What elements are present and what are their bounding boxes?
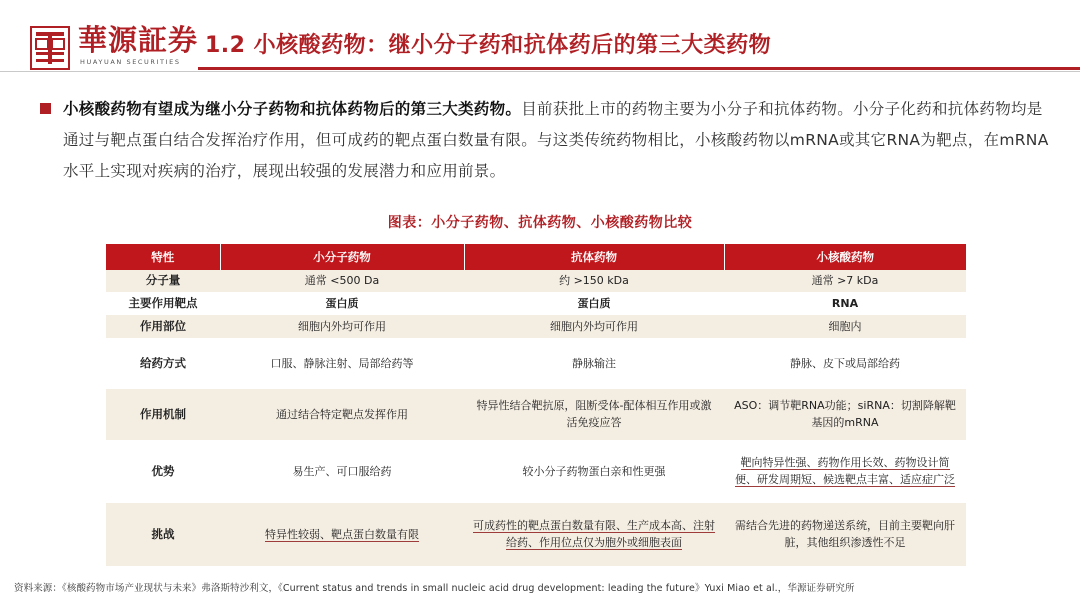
challenge-text: 特异性较弱、靶点蛋白数量有限: [265, 527, 419, 541]
table-cell: 通过结合特定靶点发挥作用: [220, 388, 464, 440]
table-cell: 细胞内外均可作用: [464, 314, 724, 338]
row-label: 主要作用靶点: [106, 292, 220, 314]
row-label: 挑战: [106, 502, 220, 566]
table-cell: [220, 502, 464, 566]
table-row: [106, 292, 966, 314]
table-cell: 口服、静脉注射、局部给药等: [220, 338, 464, 388]
comparison-table: [106, 244, 966, 567]
intro-bold-lead: 小核酸药物有望成为继小分子药物和抗体药物后的第三大类药物。: [63, 100, 522, 118]
table-cell: 细胞内: [724, 314, 966, 338]
table-cell: 通常 <500 Da: [220, 270, 464, 292]
header-small-nucleic-acid: 小核酸药物: [724, 244, 966, 270]
table-cell: 通常 >7 kDa: [724, 270, 966, 292]
bullet-square-icon: [40, 103, 51, 114]
header: [0, 0, 1080, 76]
header-feature: 特性: [106, 244, 220, 270]
table-cell: 特异性结合靶抗原，阻断受体-配体相互作用或激活免疫应答: [464, 388, 724, 440]
table-row: [106, 338, 966, 388]
table-row: [106, 440, 966, 502]
logo-name: 華源証券: [78, 23, 199, 57]
page-title: 1.2 小核酸药物：继小分子药和抗体药后的第三大类药物: [205, 33, 772, 58]
huayuan-logo-icon: [30, 26, 70, 70]
table-title: 图表：小分子药物、抗体药物、小核酸药物比较: [387, 215, 693, 231]
advantage-text: 靶向特异性强、药物作用长效、药物设计简便、研发周期短、候选靶点丰富、适应症广泛: [735, 456, 955, 486]
table-cell: 蛋白质: [464, 292, 724, 314]
table-row: [106, 502, 966, 566]
challenge-text: 可成药性的靶点蛋白数量有限、生产成本高、注射给药、作用位点仅为胞外或细胞表面: [473, 519, 715, 549]
table-cell: [724, 440, 966, 502]
table-cell: 静脉输注: [464, 338, 724, 388]
source-footnote: 资料来源：《核酸药物市场产业现状与未来》弗洛斯特沙利文，《Current status and trends in small nucleic acid drug development: leading the future》Yuxi Miao et al.，华源证券研究所: [14, 583, 855, 594]
table-header-row: [106, 244, 966, 270]
table-cell: RNA: [724, 292, 966, 314]
table-cell: 静脉、皮下或局部给药: [724, 338, 966, 388]
table-cell: 约 >150 kDa: [464, 270, 724, 292]
table-cell: ASO：调节靶RNA功能；siRNA：切割降解靶基因的mRNA: [724, 388, 966, 440]
intro-body: 目前获批上市的药物主要为小分子和抗体药物。小分子化药和抗体药物均是通过与靶点蛋白结合发挥治疗作用，但可成药的靶点蛋白数量有限。与这类传统药物相比，小核酸药物以mRNA或其它RNA为靶点，在mRNA水平上实现对疾病的治疗，展现出较强的发展潜力和应用前景。: [63, 100, 1049, 180]
row-label: 优势: [106, 440, 220, 502]
table-cell: [464, 502, 724, 566]
row-label: 作用部位: [106, 314, 220, 338]
header-antibody: 抗体药物: [464, 244, 724, 270]
row-label: 作用机制: [106, 388, 220, 440]
logo-subtitle: HUAYUAN SECURITIES: [80, 58, 181, 66]
header-small-molecule: 小分子药物: [220, 244, 464, 270]
table-cell: 细胞内外均可作用: [220, 314, 464, 338]
table-cell: 易生产、可口服给药: [220, 440, 464, 502]
table-row: [106, 388, 966, 440]
table-cell: 较小分子药物蛋白亲和性更强: [464, 440, 724, 502]
header-divider-red: [198, 67, 1080, 70]
table-row: [106, 270, 966, 292]
table-cell: 需结合先进的药物递送系统，目前主要靶向肝脏，其他组织渗透性不足: [724, 502, 966, 566]
table-cell: 蛋白质: [220, 292, 464, 314]
table-row: [106, 314, 966, 338]
intro-section: [40, 94, 1050, 187]
row-label: 给药方式: [106, 338, 220, 388]
intro-paragraph: [63, 94, 1050, 187]
row-label: 分子量: [106, 270, 220, 292]
header-divider-grey: [0, 71, 1080, 72]
